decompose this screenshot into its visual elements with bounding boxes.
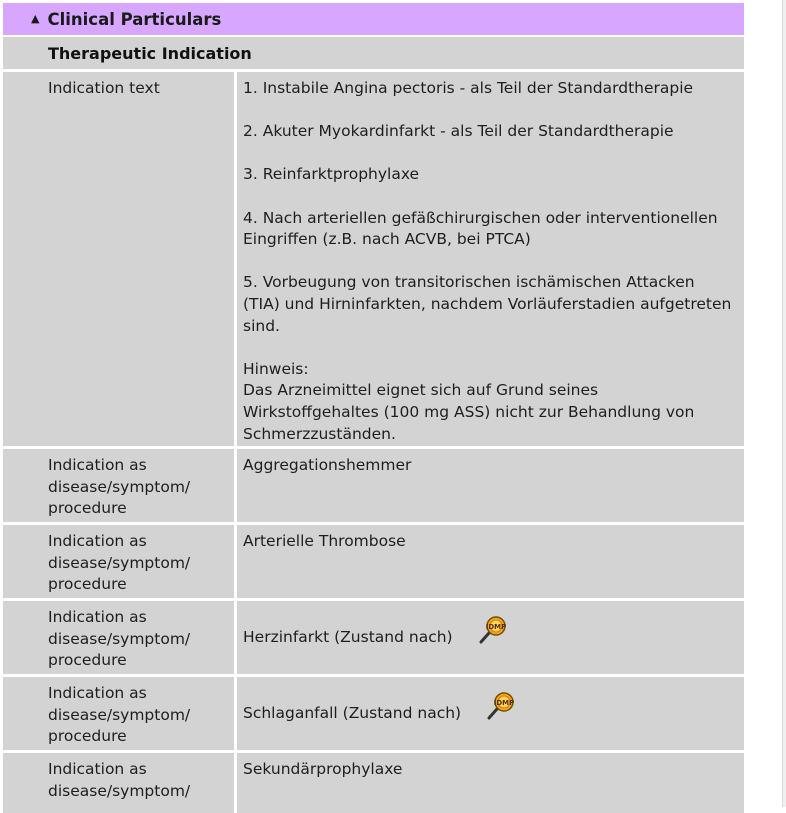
indication-paragraph: 5. Vorbeugung von transitorischen ischämischen Attacken (TIA) und Hirninfarkten, nachdem Vorläuferstadien aufgetreten sind. xyxy=(243,273,732,335)
section-header-clinical-particulars[interactable] xyxy=(3,3,744,35)
scrollbar[interactable] xyxy=(782,0,786,807)
indication-value: Herzinfarkt (Zustand nach) xyxy=(243,627,453,646)
row-label: Indication as disease/symptom/ procedure xyxy=(3,525,234,598)
row-label: Indication as disease/symptom/ xyxy=(3,753,234,813)
subsection-header xyxy=(3,37,744,69)
indication-paragraph: 4. Nach arteriellen gefäßchirurgischen oder interventionellen Eingriffen (z.B. nach ACVB, bei PTCA) xyxy=(243,208,718,249)
row-label: Indication as disease/symptom/ procedure xyxy=(3,449,234,522)
row-label: Indication as disease/symptom/ procedure xyxy=(3,601,234,674)
indication-text-row xyxy=(3,72,744,446)
indication-row xyxy=(3,601,744,674)
subsection-title: Therapeutic Indication xyxy=(48,43,252,63)
indication-note: Hinweis: Das Arzneimittel eignet sich auf Grund seines Wirkstoffgehaltes (100 mg ASS) nicht zur Behandlung von Schmerzzuständen. xyxy=(243,359,695,443)
indication-paragraph: 2. Akuter Myokardinfarkt - als Teil der Standardtherapie xyxy=(243,122,674,141)
indication-value-cell xyxy=(237,677,744,750)
row-label: Indication as disease/symptom/ procedure xyxy=(3,677,234,750)
indication-value: Arterielle Thrombose xyxy=(237,525,744,598)
indication-row xyxy=(3,677,744,750)
chevron-up-icon[interactable]: ▲ xyxy=(31,11,40,25)
indication-row xyxy=(3,449,744,522)
indication-value-cell xyxy=(237,601,744,674)
indication-row xyxy=(3,525,744,598)
svg-text:IDMP: IDMP xyxy=(485,622,506,631)
idmp-magnifier-icon[interactable] xyxy=(487,691,517,721)
indication-row xyxy=(3,753,744,813)
section-title: Clinical Particulars xyxy=(47,9,222,29)
indication-value: Sekundärprophylaxe xyxy=(237,753,744,813)
row-label: Indication text xyxy=(3,72,234,446)
indication-value: Aggregationshemmer xyxy=(237,449,744,522)
indication-value: Schlaganfall (Zustand nach) xyxy=(243,703,462,722)
clinical-particulars-panel xyxy=(3,3,744,813)
indication-paragraph: 3. Reinfarktprophylaxe xyxy=(243,165,420,184)
indication-paragraph: 1. Instabile Angina pectoris - als Teil der Standardtherapie xyxy=(243,79,694,97)
idmp-magnifier-icon[interactable] xyxy=(479,615,509,645)
svg-text:IDMP: IDMP xyxy=(493,698,515,707)
indication-text-value xyxy=(237,72,744,446)
